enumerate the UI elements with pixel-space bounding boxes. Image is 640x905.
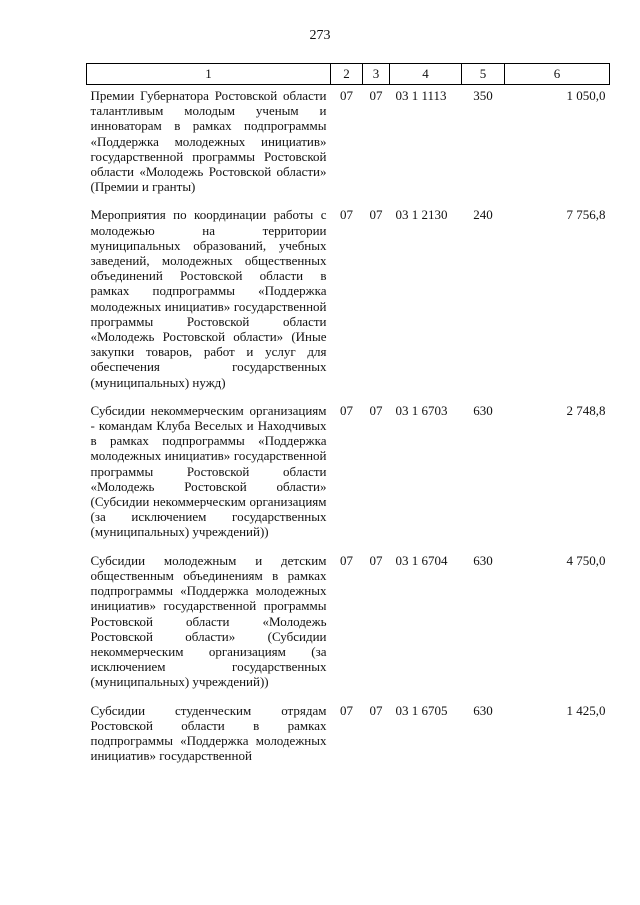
row-subsection-code: 07: [369, 207, 383, 223]
budget-table: [86, 63, 610, 773]
row-section-code: 07: [340, 552, 353, 568]
row-amount: 1 050,0: [566, 88, 606, 103]
row-section-code: 07: [340, 702, 353, 718]
table-row: [87, 85, 610, 205]
row-amount: 2 748,8: [566, 402, 606, 418]
row-target-article: 03 1 2130: [395, 207, 448, 223]
row-expense-type: 630: [473, 552, 493, 568]
row-expense-type: 350: [473, 88, 493, 103]
header-col-6: 6: [505, 64, 610, 85]
page-number: 273: [309, 28, 331, 43]
row-section-code: 07: [340, 402, 353, 418]
table-row: [87, 700, 610, 774]
row-amount: 1 425,0: [566, 702, 606, 718]
table-header-row: [87, 64, 610, 85]
header-col-1: 1: [87, 64, 331, 85]
row-subsection-code: 07: [369, 552, 383, 568]
row-expense-type: 240: [473, 207, 493, 223]
row-subsection-code: 07: [369, 402, 383, 418]
row-amount: 4 750,0: [566, 552, 606, 568]
row-expense-type: 630: [473, 702, 493, 718]
header-col-5: 5: [462, 64, 505, 85]
row-section-code: 07: [340, 207, 353, 223]
table-row: [87, 550, 610, 700]
row-description: Субсидии студенческим отрядам Ростовской области в рамках подпрограммы «Поддержка молодежных инициатив» государственной: [90, 702, 327, 764]
header-col-3: 3: [363, 64, 390, 85]
row-target-article: 03 1 6705: [395, 702, 448, 718]
table-row: [87, 400, 610, 550]
row-description: Субсидии некоммерческим организациям - командам Клуба Веселых и Находчивых в рамках подпрограммы «Поддержка молодежных инициатив» государственной программы Ростовской области «Молодежь Ростовской области» (Субсидии некоммерческим организациям (за исключением государственных (муниципальных) учреждений)): [90, 402, 327, 540]
header-col-2: 2: [331, 64, 363, 85]
row-target-article: 03 1 1113: [395, 88, 447, 103]
row-amount: 7 756,8: [566, 207, 606, 223]
row-target-article: 03 1 6704: [395, 552, 448, 568]
row-section-code: 07: [340, 88, 353, 103]
row-description: Мероприятия по координации работы с молодежью на территории муниципальных образований, учебных заведений, молодежных общественных объединений Ростовской области в рамках подпрограммы «Поддержка молодежных инициатив» государственной программы Ростовской области «Молодежь Ростовской области» (Иные закупки товаров, работ и услуг для обеспечения государственных (муниципальных) нужд): [90, 207, 327, 390]
row-subsection-code: 07: [369, 702, 383, 718]
row-expense-type: 630: [473, 402, 493, 418]
header-col-4: 4: [390, 64, 462, 85]
row-description: Премии Губернатора Ростовской области талантливым молодым ученым и инноваторам в рамках подпрограммы «Поддержка молодежных инициатив» государственной программы Ростовской области «Молодежь Ростовской области» (Премии и гранты): [90, 88, 327, 195]
row-target-article: 03 1 6703: [395, 402, 448, 418]
row-description: Субсидии молодежным и детским общественным объединениям в рамках подпрограммы «Поддержка молодежных инициатив» государственной программы Ростовской области «Молодежь Ростовской области» (Субсидии некоммерческим организациям (за исключением государственных (муниципальных) учреждений)): [90, 552, 327, 690]
row-subsection-code: 07: [369, 88, 383, 103]
table-row: [87, 204, 610, 399]
